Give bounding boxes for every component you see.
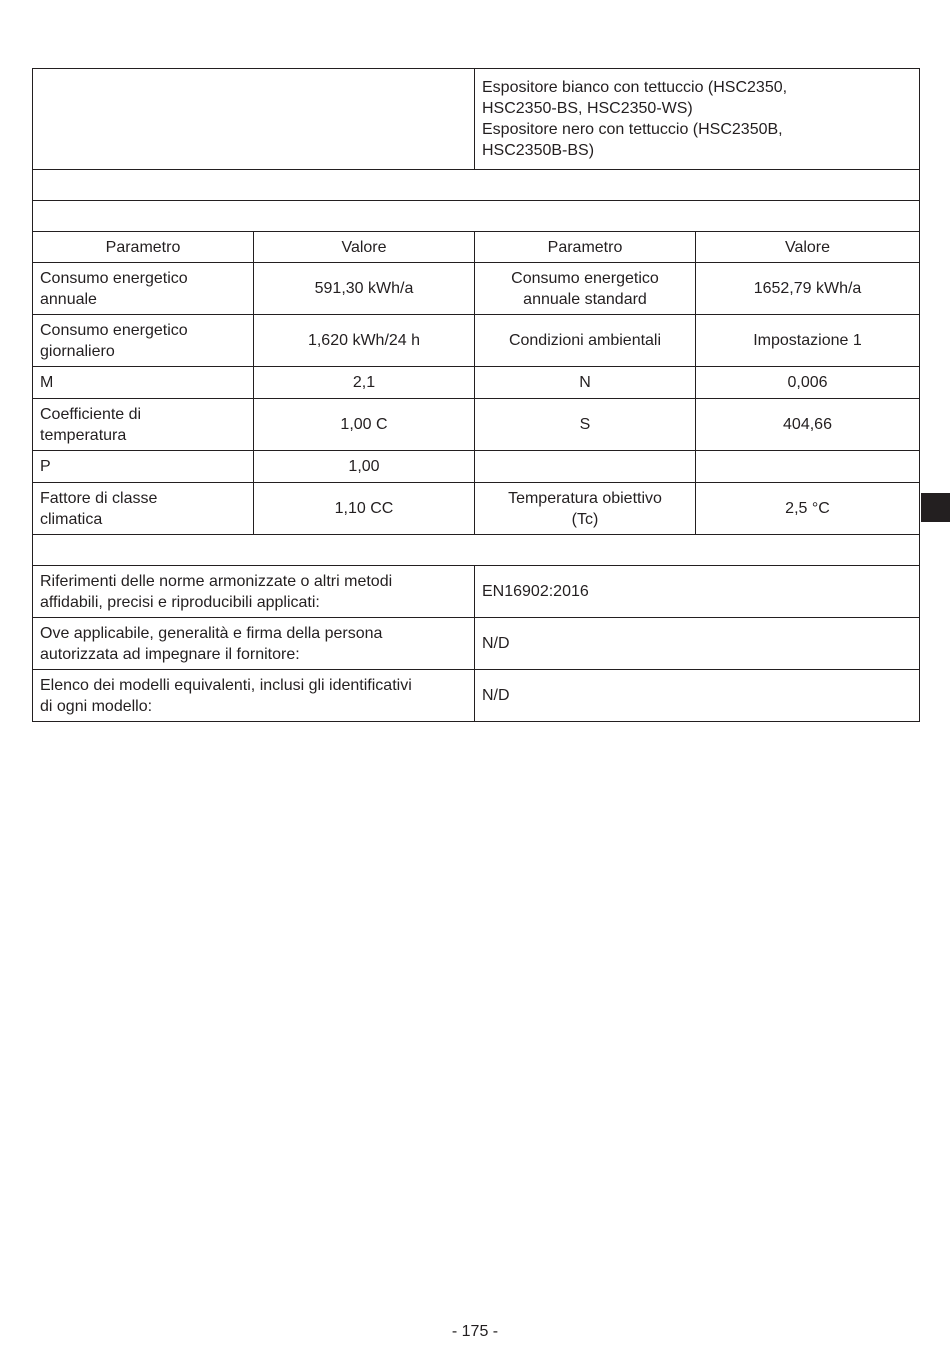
parameter-name-line: giornaliero [40,342,115,360]
reference-row [33,618,920,670]
reference-label-cell [33,618,475,670]
parameter-name-cell: M [33,367,254,399]
parameter-value-cell: 1652,79 kWh/a [696,263,920,315]
parameter-name-line: Coefficiente di [40,405,142,423]
parameter-value-cell: 2,1 [254,367,475,399]
parameter-name-line: Consumo energetico [40,321,188,339]
model-description-cell [475,69,920,170]
blank-cell [33,201,920,232]
table-row [33,483,920,535]
reference-label-line: Ove applicabile, generalità e firma della persona [40,624,383,642]
parameter-name-line: climatica [40,510,103,528]
page-number: - 175 - [451,1323,499,1340]
parameter-name-line: Consumo energetico [40,269,188,287]
parameter-name-cell [33,315,254,367]
parameter-name-line: Consumo energetico [511,269,659,287]
parameter-name-cell [33,263,254,315]
parameter-value-cell: 2,5 °C [696,483,920,535]
parameter-name-cell: S [475,399,696,451]
table-row [33,451,920,483]
column-header: Valore [696,232,920,263]
parameter-name-cell [475,263,696,315]
parameter-value-cell: 1,620 kWh/24 h [254,315,475,367]
table-row [33,367,920,399]
parameter-name-line: Temperatura obiettivo [508,489,662,507]
reference-label-line: affidabili, precisi e riproducibili applicati: [40,593,320,611]
reference-label-line: autorizzata ad impegnare il fornitore: [40,645,300,663]
parameter-value-cell: 1,10 CC [254,483,475,535]
table-row [33,315,920,367]
parameter-name-line: temperatura [40,426,127,444]
table-row [33,263,920,315]
parameter-header-row [33,232,920,263]
reference-label-line: Elenco dei modelli equivalenti, inclusi gli identificativi [40,676,412,694]
reference-value-cell: N/D [475,670,920,722]
column-header: Parametro [475,232,696,263]
reference-label-cell [33,670,475,722]
parameter-name-cell [475,483,696,535]
product-information-table [32,68,920,722]
blank-cell [33,535,920,566]
reference-label-line: di ogni modello: [40,697,153,715]
reference-row [33,670,920,722]
section-tab-marker [921,493,950,522]
reference-row [33,566,920,618]
parameter-name-cell [33,483,254,535]
blank-row [33,201,920,232]
parameter-value-cell: 1,00 C [254,399,475,451]
parameter-value-cell: 404,66 [696,399,920,451]
blank-cell [33,170,920,201]
parameter-name-line: (Tc) [571,510,599,528]
reference-label-line: Riferimenti delle norme armonizzate o altri metodi [40,572,393,590]
parameter-value-cell: 1,00 [254,451,475,483]
parameter-name-cell: Condizioni ambientali [475,315,696,367]
parameter-value-cell [696,451,920,483]
table-header-row [33,69,920,170]
column-header: Valore [254,232,475,263]
header-empty-cell [33,69,475,170]
blank-row [33,535,920,566]
model-line: Espositore nero con tettuccio (HSC2350B, [482,121,783,138]
model-line: HSC2350B-BS) [482,142,595,159]
model-line: HSC2350-BS, HSC2350-WS) [482,100,693,117]
parameter-value-cell: 0,006 [696,367,920,399]
parameter-value-cell: Impostazione 1 [696,315,920,367]
blank-row [33,170,920,201]
model-line: Espositore bianco con tettuccio (HSC2350, [482,79,788,96]
parameter-value-cell: 591,30 kWh/a [254,263,475,315]
parameter-name-line: annuale standard [523,290,647,308]
parameter-name-cell: P [33,451,254,483]
reference-value-cell: EN16902:2016 [475,566,920,618]
parameter-name-line: annuale [40,290,97,308]
parameter-name-cell [33,399,254,451]
parameter-name-cell: N [475,367,696,399]
reference-value-cell: N/D [475,618,920,670]
column-header: Parametro [33,232,254,263]
parameter-name-cell [475,451,696,483]
parameter-name-line: Fattore di classe [40,489,158,507]
table-row [33,399,920,451]
reference-label-cell [33,566,475,618]
